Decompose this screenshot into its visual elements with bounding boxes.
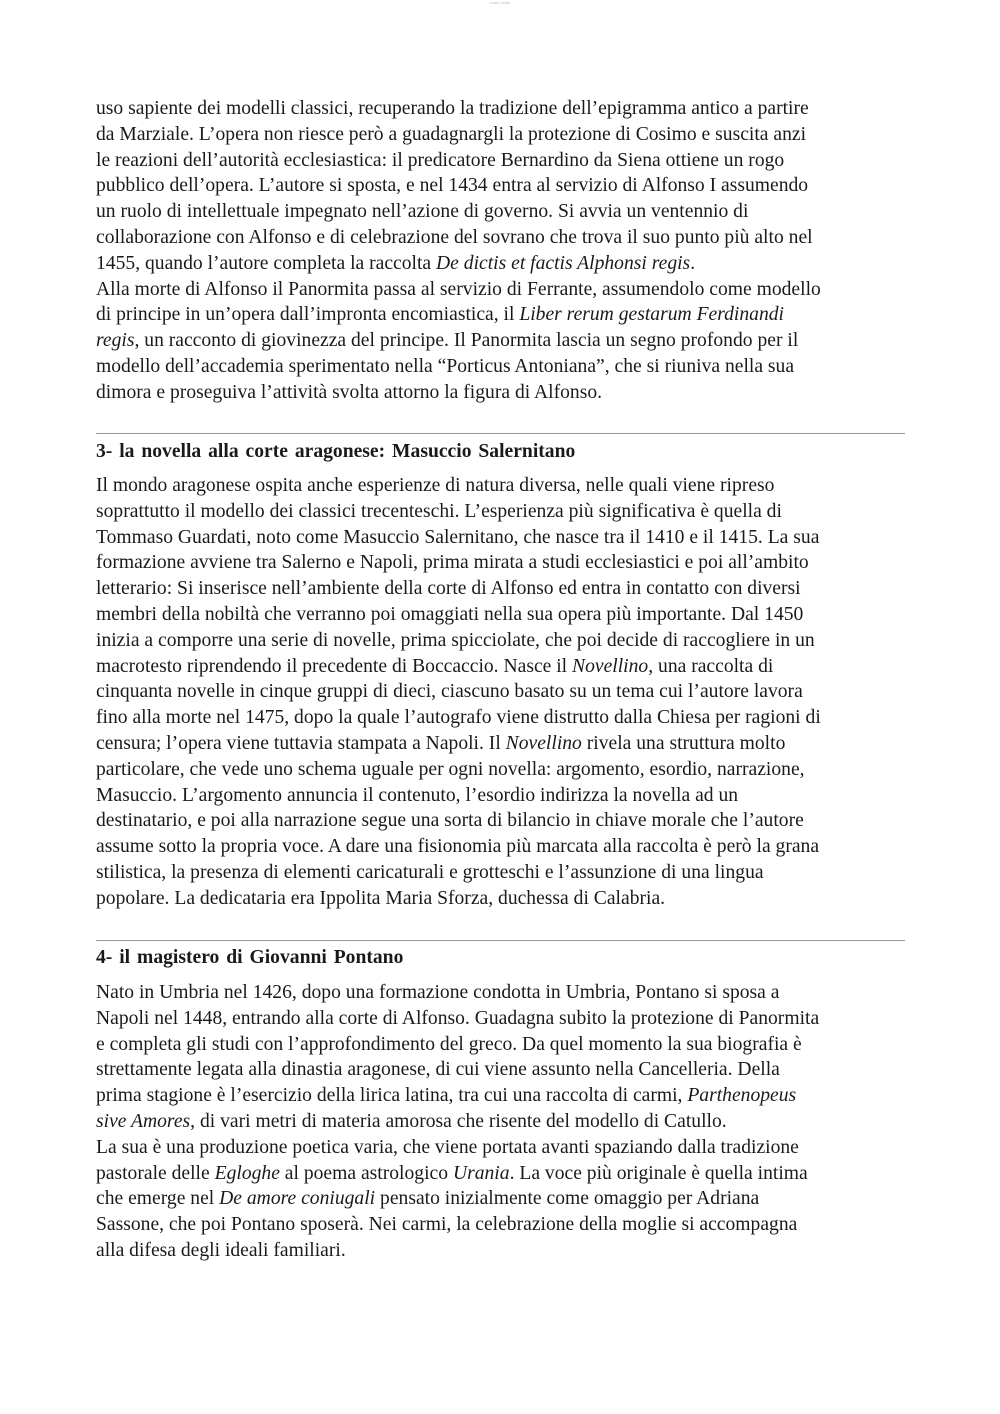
text-line: Napoli nel 1448, entrando alla corte di Alfonso. Guadagna subito la protezione di Panormita	[96, 1007, 820, 1029]
section-3-heading: 3- la novella alla corte aragonese: Masuccio Salernitano	[96, 441, 576, 462]
text-run: che emerge nel	[96, 1188, 220, 1210]
text-line: letterario: Si inserisce nell’ambiente della corte di Alfonso ed entra in contatto con diversi	[96, 578, 801, 600]
text-line: Nato in Umbria nel 1426, dopo una formazione condotta in Umbria, Pontano si sposa a	[96, 982, 780, 1003]
text-line	[96, 731, 916, 757]
text-line: pubblico dell’opera. L’autore si sposta, e nel 1434 entra al servizio di Alfonso I assumendo	[96, 175, 809, 197]
text-run: pastorale delle	[96, 1162, 215, 1184]
text-run: censura; l’opera viene tuttavia stampata a Napoli. Il	[96, 732, 506, 754]
text-line	[96, 302, 916, 328]
text-line: cinquanta novelle in cinque gruppi di dieci, ciascuno basato su un tema cui l’autore lavora	[96, 681, 803, 703]
text-line: particolare, che vede uno schema uguale per ogni novella: argomento, esordio, narrazione,	[96, 758, 805, 780]
text-line	[96, 654, 916, 680]
section-divider	[96, 433, 905, 434]
text-line: formazione avviene tra Salerno e Napoli, prima mirata a studi ecclesiastici e poi all’ambito	[96, 552, 809, 574]
text-run: , una raccolta di	[648, 655, 774, 677]
work-title: Urania	[452, 1162, 510, 1184]
work-title: sive Amores	[96, 1110, 191, 1132]
text-line: alla difesa degli ideali familiari.	[96, 1239, 346, 1261]
section-3-paragraph	[96, 473, 916, 912]
text-line: popolare. La dedicataria era Ippolita Maria Sforza, duchessa di Calabria.	[96, 887, 666, 909]
text-run: al poema astrologico	[279, 1162, 453, 1184]
text-line: dimora e proseguiva l’attività svolta attorno la figura di Alfonso.	[96, 381, 603, 403]
section-4-text	[96, 980, 916, 1264]
section-4-heading: 4- il magistero di Giovanni Pontano	[96, 947, 404, 968]
text-line: le reazioni dell’autorità ecclesiastica: il predicatore Bernardino da Siena ottiene un rogo	[96, 149, 785, 171]
text-line	[96, 1083, 916, 1109]
text-run: 1455, quando l’autore completa la raccolta	[96, 252, 437, 274]
work-title: regis	[96, 330, 135, 352]
text-line: e completa gli studi con l’approfondimento del greco. Da quel momento la sua biografia è	[96, 1033, 802, 1055]
text-line	[96, 1186, 916, 1212]
text-line: Alla morte di Alfonso il Panormita passa al servizio di Ferrante, assumendolo come modello	[96, 278, 821, 300]
watermark-text: cuarn dostk	[489, 0, 511, 5]
intro-paragraph-2	[96, 277, 916, 406]
text-run: .	[690, 252, 696, 274]
text-line: Sassone, che poi Pontano sposerà. Nei carmi, la celebrazione della moglie si accompagna	[96, 1214, 798, 1236]
text-line: soprattutto il modello dei classici trecenteschi. L’esperienza più significativa è quella di	[96, 500, 782, 522]
text-run: rivela una struttura molto	[581, 732, 786, 754]
work-title: Novellino	[572, 655, 649, 677]
text-line	[96, 328, 916, 354]
text-line: La sua è una produzione poetica varia, che viene portata avanti spaziando dalla tradizione	[96, 1136, 799, 1158]
text-line: destinatario, e poi alla narrazione segue una sorta di bilancio in chiave morale che l’autore	[96, 810, 804, 832]
text-run: prima stagione è l’esercizio della lirica latina, tra cui una raccolta di carmi,	[96, 1085, 688, 1107]
text-line: da Marziale. L’opera non riesce però a guadagnargli la protezione di Cosimo e suscita anzi	[96, 123, 807, 145]
text-run: . La voce più originale è quella intima	[509, 1162, 808, 1184]
work-title: Parthenopeus	[687, 1085, 797, 1107]
text-line: strettamente legata alla dinastia aragonese, di cui viene assunto nella Cancelleria. Della	[96, 1059, 780, 1081]
work-title: De dictis et factis Alphonsi regis	[436, 252, 691, 274]
text-line: collaborazione con Alfonso e di celebrazione del sovrano che trova il suo punto più alto nel	[96, 226, 813, 248]
work-title: Novellino	[505, 732, 582, 754]
text-line: uso sapiente dei modelli classici, recuperando la tradizione dell’epigramma antico a partire	[96, 98, 809, 119]
text-run: di principe in un’opera dall’impronta encomiastica, il	[96, 304, 520, 326]
intro-paragraph-1	[96, 96, 916, 277]
work-title: Egloghe	[214, 1162, 280, 1184]
text-line: membri della nobiltà che verranno poi omaggiati nella sua opera più importante. Dal 1450	[96, 603, 804, 625]
text-line: modello dell’accademia sperimentato nella “Porticus Antoniana”, che si riuniva nella sua	[96, 355, 795, 377]
text-line: inizia a comporre una serie di novelle, prima spicciolate, che poi decide di raccogliere in un	[96, 629, 815, 651]
section-4-paragraph-2	[96, 1135, 916, 1264]
text-line	[96, 1109, 916, 1135]
text-line: fino alla morte nel 1475, dopo la quale l’autografo viene distrutto dalla Chiesa per ragioni di	[96, 707, 821, 729]
work-title: Liber rerum gestarum Ferdinandi	[519, 304, 784, 326]
text-line: Il mondo aragonese ospita anche esperienze di natura diversa, nelle quali viene ripreso	[96, 475, 775, 496]
section-divider	[96, 940, 905, 941]
intro-text	[96, 96, 916, 406]
text-run: , un racconto di giovinezza del principe. Il Panormita lascia un segno profondo per il	[134, 330, 799, 352]
section-4-paragraph-1	[96, 980, 916, 1135]
text-line	[96, 1161, 916, 1187]
work-title: De amore coniugali	[219, 1188, 376, 1210]
text-run: , di vari metri di materia amorosa che risente del modello di Catullo.	[190, 1110, 727, 1132]
text-run: macrotesto riprendendo il precedente di Boccaccio. Nasce il	[96, 655, 573, 677]
text-line	[96, 251, 916, 277]
text-line: stilistica, la presenza di elementi caricaturali e grotteschi e l’assunzione di una lingua	[96, 861, 764, 883]
text-line: Masuccio. L’argomento annuncia il contenuto, l’esordio indirizza la novella ad un	[96, 784, 739, 806]
text-line: assume sotto la propria voce. A dare una fisionomia più marcata alla raccolta è però la grana	[96, 836, 820, 858]
text-line: un ruolo di intellettuale impegnato nell’azione di governo. Si avvia un ventennio di	[96, 201, 749, 223]
text-run: pensato inizialmente come omaggio per Adriana	[375, 1188, 760, 1210]
section-3-text	[96, 473, 916, 912]
text-line: Tommaso Guardati, noto come Masuccio Salernitano, che nasce tra il 1410 e il 1415. La sua	[96, 526, 820, 548]
